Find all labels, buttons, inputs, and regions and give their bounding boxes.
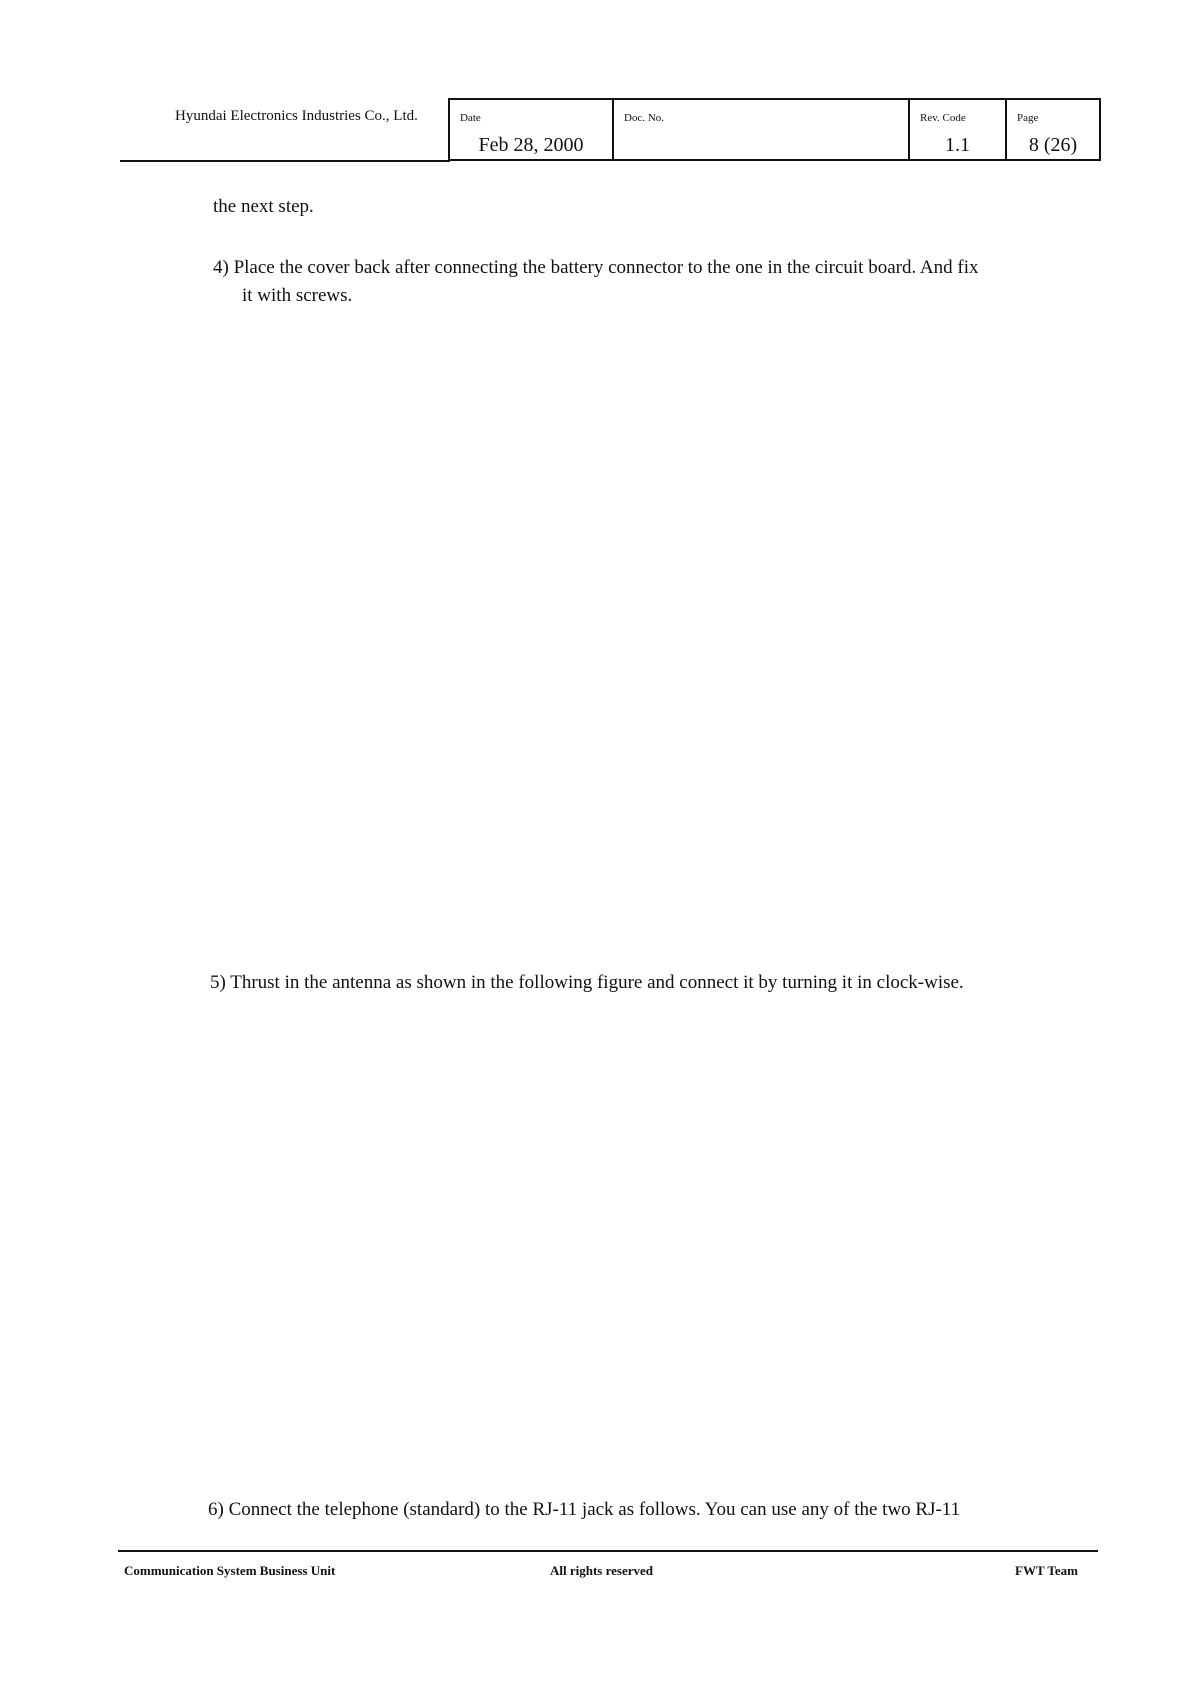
date-cell [450,100,612,159]
rev-code-value: 1.1 [945,134,970,156]
step-4-line-1: 4) Place the cover back after connecting the battery connector to the one in the circuit board. And fix [213,257,979,278]
document-header-table [448,98,1101,161]
footer-left: Communication System Business Unit [124,1563,336,1578]
footer-right: FWT Team [1015,1563,1078,1578]
date-label: Date [460,112,481,124]
step-4-line-2: it with screws. [242,285,353,306]
page-cell [1005,100,1099,159]
footer-center: All rights reserved [550,1563,654,1578]
header-rule [120,160,450,162]
rev-code-label: Rev. Code [920,112,966,124]
page-label: Page [1017,112,1039,124]
rev-code-cell [908,100,1005,159]
company-name: Hyundai Electronics Industries Co., Ltd. [175,108,418,124]
page-value: 8 (26) [1028,134,1078,156]
step-6-text: 6) Connect the telephone (standard) to the RJ-11 jack as follows. You can use any of the two RJ-11 [208,1499,961,1520]
footer-rule [118,1550,1098,1552]
continued-text: the next step. [213,196,314,217]
doc-no-label: Doc. No. [624,112,665,124]
step-5-text: 5) Thrust in the antenna as shown in the following figure and connect it by turning it in clock-wise. [210,972,964,993]
doc-no-cell [612,100,908,159]
date-value: Feb 28, 2000 [478,134,584,156]
